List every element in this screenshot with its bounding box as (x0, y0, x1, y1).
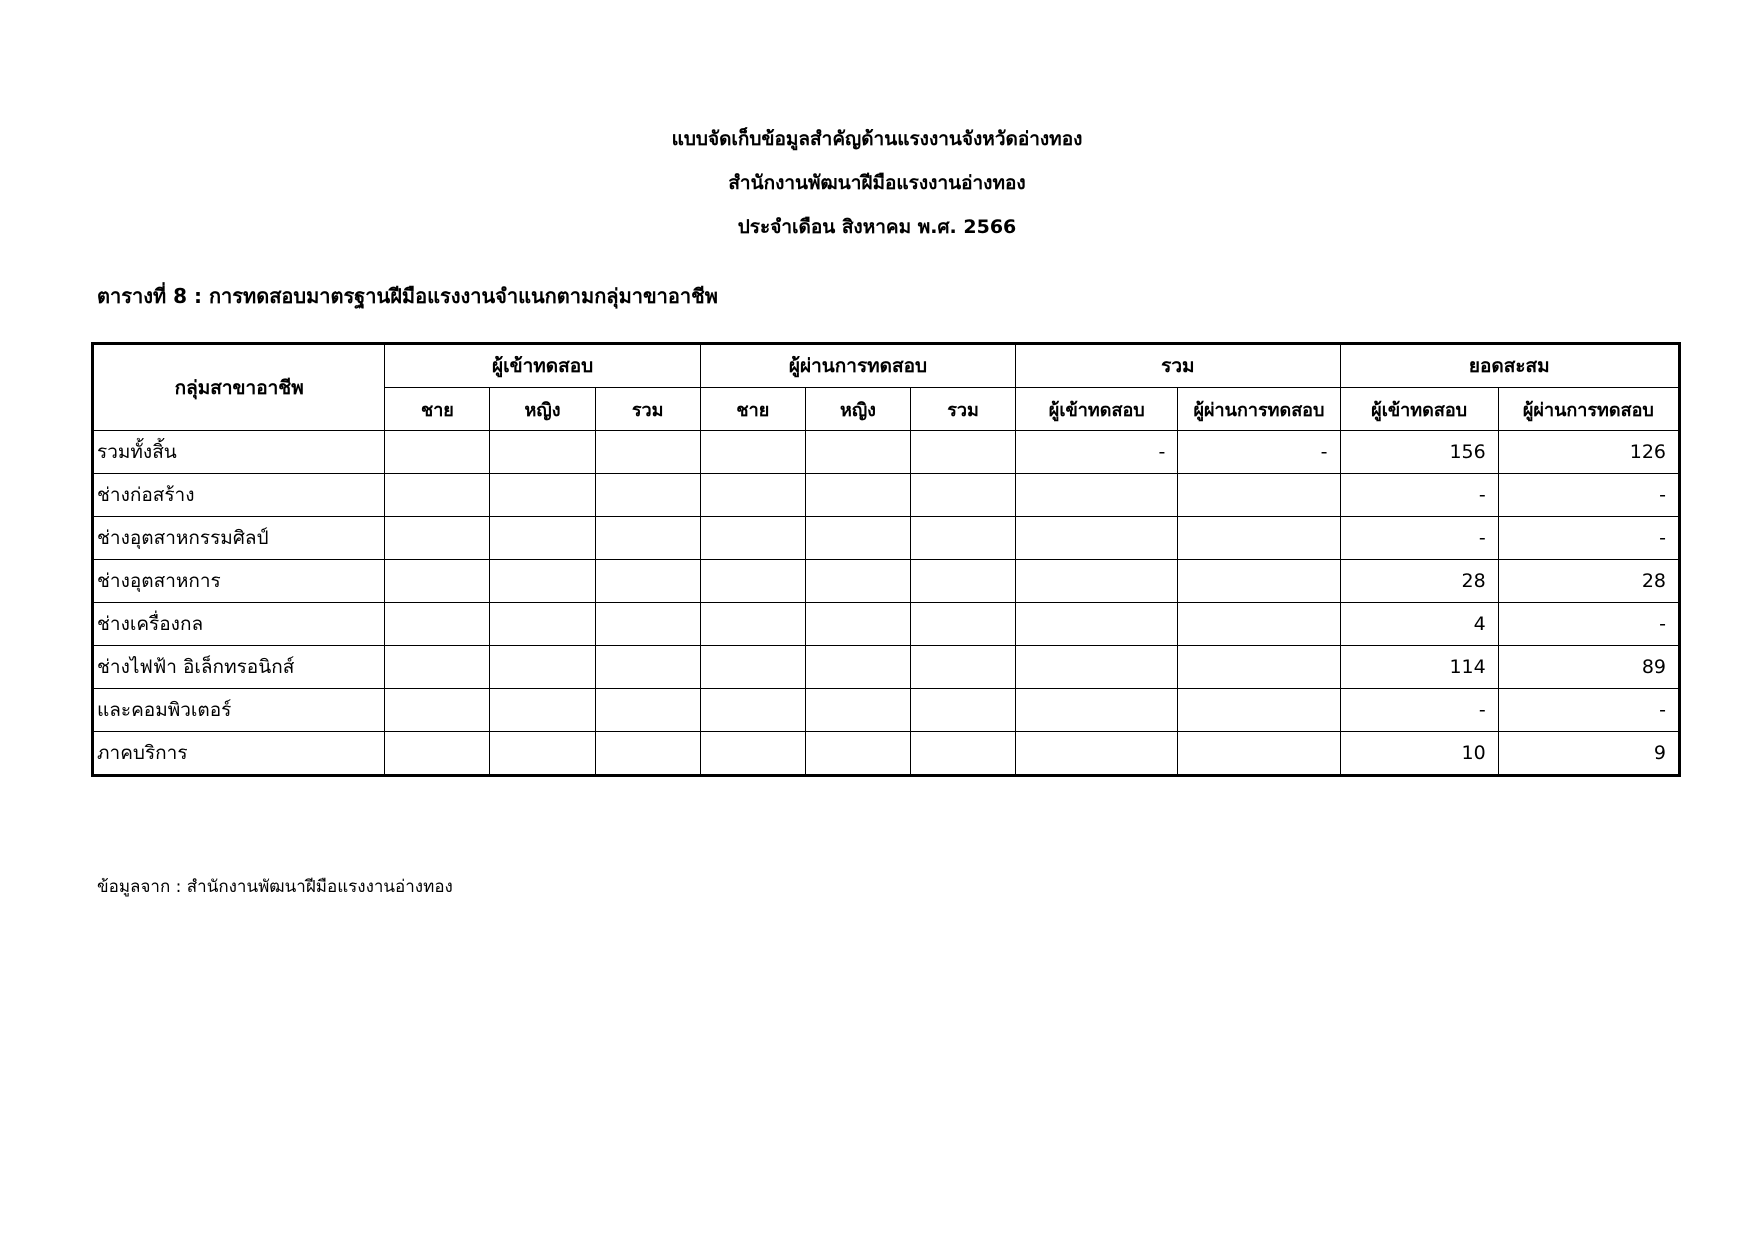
table-cell (595, 646, 700, 689)
table-cell (385, 689, 490, 732)
table-cell: - (1178, 431, 1340, 474)
header-examinees: ผู้เข้าทดสอบ (385, 344, 700, 388)
table-cell (1178, 603, 1340, 646)
table-cell (805, 646, 910, 689)
office-name: สำนักงานพัฒนาฝีมือแรงงานอ่างทอง (728, 172, 1026, 194)
table-cell (805, 517, 910, 560)
table-body (93, 431, 1680, 776)
table-cell (490, 689, 595, 732)
table-row (93, 474, 1680, 517)
table-cell (805, 560, 910, 603)
subheader-sum: รวม (911, 388, 1016, 431)
table-cell (490, 560, 595, 603)
table-cell (385, 560, 490, 603)
data-source-note: ข้อมูลจาก : สำนักงานพัฒนาฝีมือแรงงานอ่างทอง (97, 877, 453, 897)
table-cell (911, 732, 1016, 776)
table-cell (805, 474, 910, 517)
table-row (93, 732, 1680, 776)
table-cell (700, 517, 805, 560)
row-label: ภาคบริการ (93, 732, 385, 776)
table-row (93, 646, 1680, 689)
subheader-passed: ผู้ผ่านการทดสอบ (1178, 388, 1340, 431)
table-cell (1016, 474, 1178, 517)
subheader-sum: รวม (595, 388, 700, 431)
table-cell (1016, 732, 1178, 776)
table-cell (490, 603, 595, 646)
table-cell: 28 (1498, 560, 1679, 603)
table-cell (385, 732, 490, 776)
header-cumulative: ยอดสะสม (1340, 344, 1679, 388)
header-passed: ผู้ผ่านการทดสอบ (700, 344, 1015, 388)
row-label: รวมทั้งสิ้น (93, 431, 385, 474)
table-cell: - (1340, 474, 1498, 517)
table-cell (911, 603, 1016, 646)
table-cell: 114 (1340, 646, 1498, 689)
table-row (93, 517, 1680, 560)
group-header: กลุ่มสาขาอาชีพ (93, 344, 385, 431)
header-row-top (93, 344, 1680, 388)
table-cell: - (1340, 517, 1498, 560)
subheader-male: ชาย (385, 388, 490, 431)
row-label: และคอมพิวเตอร์ (93, 689, 385, 732)
table-cell (490, 732, 595, 776)
row-label: ช่างอุตสาหกรรมศิลป์ (93, 517, 385, 560)
table-cell (1178, 517, 1340, 560)
table-cell (595, 689, 700, 732)
table-cell: 10 (1340, 732, 1498, 776)
table-cell: 126 (1498, 431, 1679, 474)
table-cell (595, 431, 700, 474)
subheader-examinees: ผู้เข้าทดสอบ (1016, 388, 1178, 431)
table-cell (490, 517, 595, 560)
table-cell: 4 (1340, 603, 1498, 646)
table-cell (385, 517, 490, 560)
row-label: ช่างไฟฟ้า อิเล็กทรอนิกส์ (93, 646, 385, 689)
table-cell (595, 732, 700, 776)
table-cell: 89 (1498, 646, 1679, 689)
table-cell (700, 689, 805, 732)
table-cell (385, 646, 490, 689)
table-cell (385, 603, 490, 646)
table-cell (1178, 646, 1340, 689)
subheader-male: ชาย (700, 388, 805, 431)
table-cell (1016, 689, 1178, 732)
table-cell: - (1498, 517, 1679, 560)
table-cell (911, 560, 1016, 603)
subheader-female: หญิง (490, 388, 595, 431)
table-cell: - (1498, 603, 1679, 646)
table-cell (1016, 646, 1178, 689)
table-cell (805, 689, 910, 732)
table-cell (385, 474, 490, 517)
table-cell (1016, 517, 1178, 560)
report-period: ประจำเดือน สิงหาคม พ.ศ. 2566 (737, 216, 1017, 238)
table-cell (805, 431, 910, 474)
table-title: ตารางที่ 8 : การทดสอบมาตรฐานฝีมือแรงงานจำแนกตามกลุ่มาขาอาชีพ (97, 284, 718, 308)
table-cell: - (1498, 689, 1679, 732)
table-cell: 156 (1340, 431, 1498, 474)
table-cell (700, 646, 805, 689)
row-label: ช่างอุตสาหการ (93, 560, 385, 603)
data-table (91, 342, 1681, 777)
table-cell (595, 517, 700, 560)
table-cell (1178, 732, 1340, 776)
table-cell (1016, 560, 1178, 603)
table-cell (1178, 474, 1340, 517)
table-cell (805, 603, 910, 646)
table-cell (595, 603, 700, 646)
table-cell: - (1016, 431, 1178, 474)
table-cell: - (1340, 689, 1498, 732)
table-cell (911, 646, 1016, 689)
table-cell (700, 474, 805, 517)
table-cell (1178, 560, 1340, 603)
table-cell (595, 560, 700, 603)
table-row (93, 560, 1680, 603)
header-total: รวม (1016, 344, 1340, 388)
table-cell (911, 474, 1016, 517)
table-cell (700, 431, 805, 474)
table-cell (700, 603, 805, 646)
table-cell (490, 474, 595, 517)
table-cell: 9 (1498, 732, 1679, 776)
table-cell (911, 517, 1016, 560)
subheader-examinees: ผู้เข้าทดสอบ (1340, 388, 1498, 431)
subheader-female: หญิง (805, 388, 910, 431)
table-cell: - (1498, 474, 1679, 517)
table-cell (1016, 603, 1178, 646)
table-row (93, 603, 1680, 646)
table-cell (1178, 689, 1340, 732)
subheader-passed: ผู้ผ่านการทดสอบ (1498, 388, 1679, 431)
table-cell (805, 732, 910, 776)
table-cell: 28 (1340, 560, 1498, 603)
table-cell (911, 689, 1016, 732)
table-cell (700, 560, 805, 603)
table-cell (385, 431, 490, 474)
row-label: ช่างก่อสร้าง (93, 474, 385, 517)
table-cell (595, 474, 700, 517)
table-cell (911, 431, 1016, 474)
table-cell (700, 732, 805, 776)
row-label: ช่างเครื่องกล (93, 603, 385, 646)
table-row (93, 689, 1680, 732)
table-cell (490, 431, 595, 474)
document-title: แบบจัดเก็บข้อมูลสำคัญด้านแรงงานจังหวัดอ่างทอง (671, 128, 1083, 150)
table-row (93, 431, 1680, 474)
table-cell (490, 646, 595, 689)
